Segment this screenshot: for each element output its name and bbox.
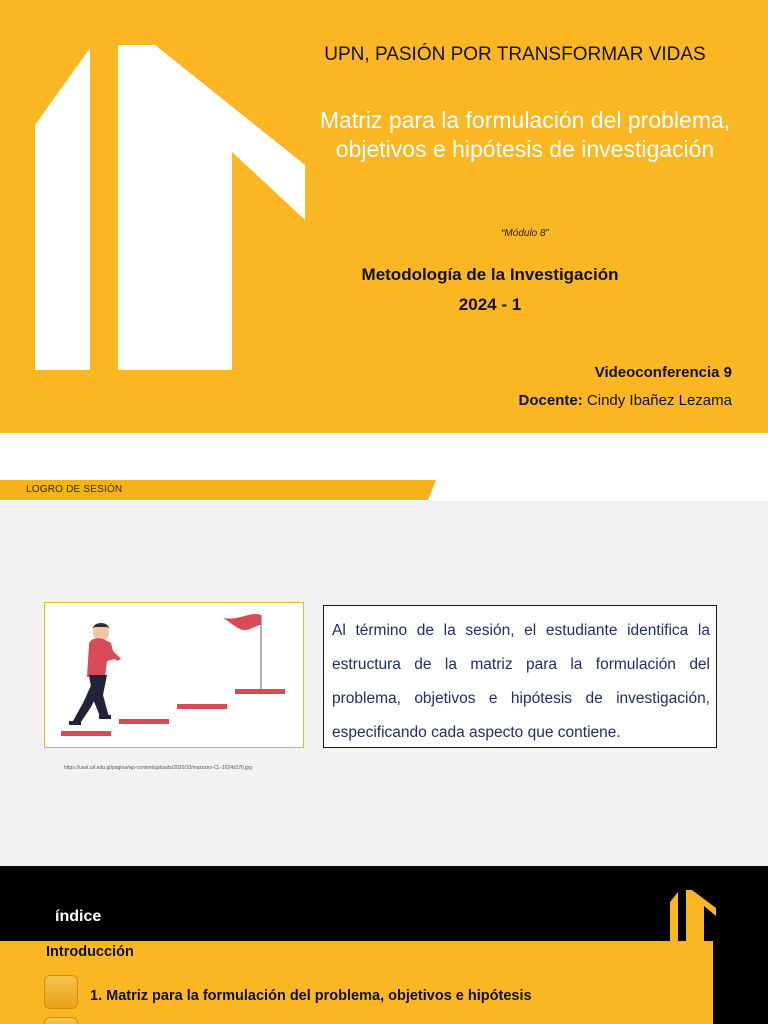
course-name: Metodología de la Investigación [361,265,619,284]
upn-logo-icon [0,0,310,433]
slogan: UPN, PASIÓN POR TRANSFORMAR VIDAS [324,44,706,65]
session-label: Videoconferencia 9 [594,364,732,381]
index-item-label: 1. Matriz para la formulación del problema, objetivos e hipótesis [90,988,532,1004]
presentation-title: Matriz para la formulación del problema, objetivos e hipótesis de investigación [319,107,731,162]
module-label: “Módulo 8” [501,228,549,239]
teacher-label: Docente: [518,392,583,409]
session-goal-text: Al término de la sesión, el estudiante identifica la estructura de la matriz para la formulación del problema, objetivos e hipótesis de investigación, especificando cada aspecto que contiene. [323,605,717,748]
index-intro: Introducción [46,944,134,960]
item-bullet-icon [44,975,78,1009]
illustration-frame [44,602,304,748]
index-title: índice [55,908,102,925]
person-climbing-steps-to-flag-icon [45,603,303,747]
teacher-line [519,392,732,409]
image-source-caption: https://uvat.url.edu.gt/pagina/wp-content/uploads/2020/10/marzano-CL-1024x576.jpg [64,765,252,771]
course-block [320,260,660,320]
course-term: 2024 - 1 [458,295,522,314]
title-slide [0,0,768,433]
teacher-name: Cindy Ibañez Lezama [586,392,732,409]
index-slide [0,866,768,1024]
session-goal-slide [0,433,768,866]
item-bullet-icon [44,1017,78,1024]
upn-logo-small-icon [668,886,718,942]
section-header: LOGRO DE SESIÓN [26,484,123,495]
